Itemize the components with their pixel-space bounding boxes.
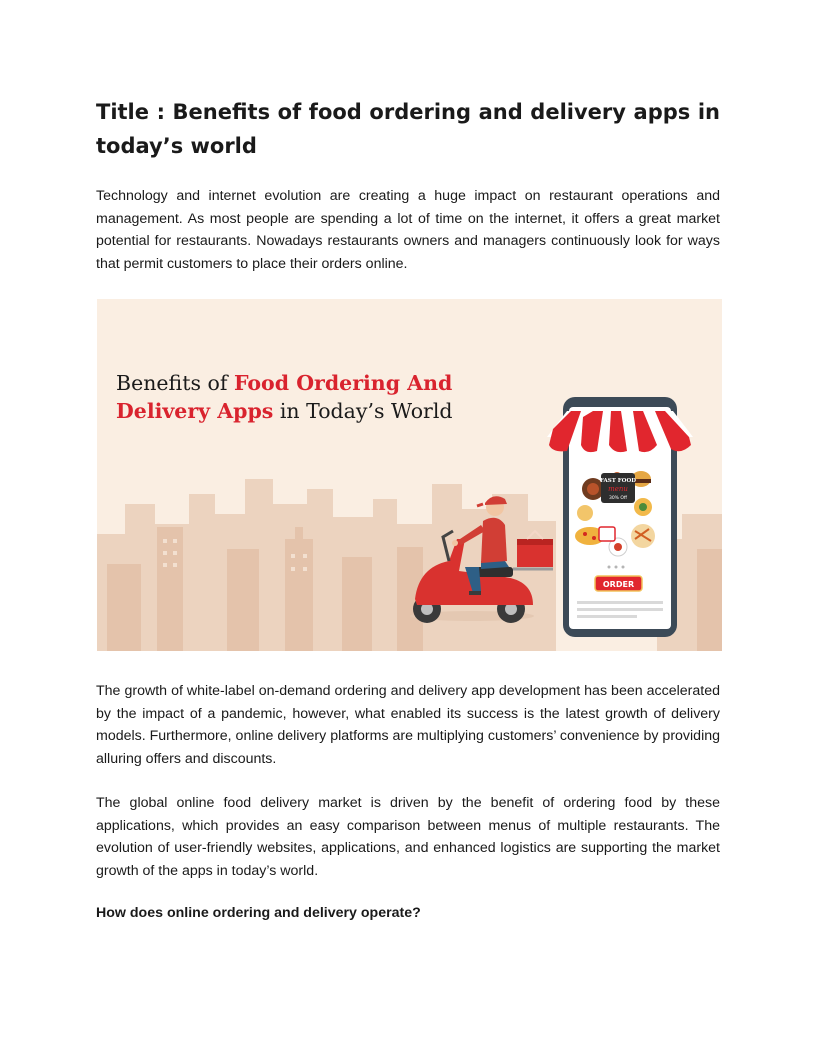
growth-paragraph: The growth of white-label on-demand ordering and delivery app development has been accelerated by the impact of a pandemic, however, what enabled its success is the latest growth of delivery models. Furthermore, online delivery platforms are multiplying customers’ convenience by providing alluring offers and discounts.	[96, 683, 721, 767]
menu-offer: 30% Off	[608, 496, 628, 501]
intro-paragraph: Technology and internet evolution are creating a huge impact on restaurant operations and management. As most people are spending a lot of time on the internet, it offers a great market potential for restaurants. Nowadays restaurants owners and managers continuously look for ways that permit customers to place their orders online.	[96, 188, 720, 272]
banner-heading-line-1: Benefits of Food Ordering And	[116, 371, 453, 395]
phone-illustration	[547, 397, 693, 637]
menu-subtitle: menu	[608, 485, 628, 493]
section-heading: How does online ordering and delivery operate?	[96, 905, 421, 921]
banner-heading-line-2: Delivery Apps in Today’s World	[116, 399, 453, 423]
banner-image	[97, 299, 722, 651]
market-paragraph: The global online food delivery market is driven by the benefit of ordering food by these applications, which provides an easy comparison between menus of multiple restaurants. The evolution of user-friendly websites, applications, and enhanced logistics are supporting the market growth of the apps in today’s world.	[96, 795, 720, 879]
order-button-label: ORDER	[602, 580, 635, 589]
menu-title: FAST FOOD	[599, 478, 637, 484]
document-title: Title : Benefits of food ordering and delivery apps in today’s world	[96, 100, 720, 158]
